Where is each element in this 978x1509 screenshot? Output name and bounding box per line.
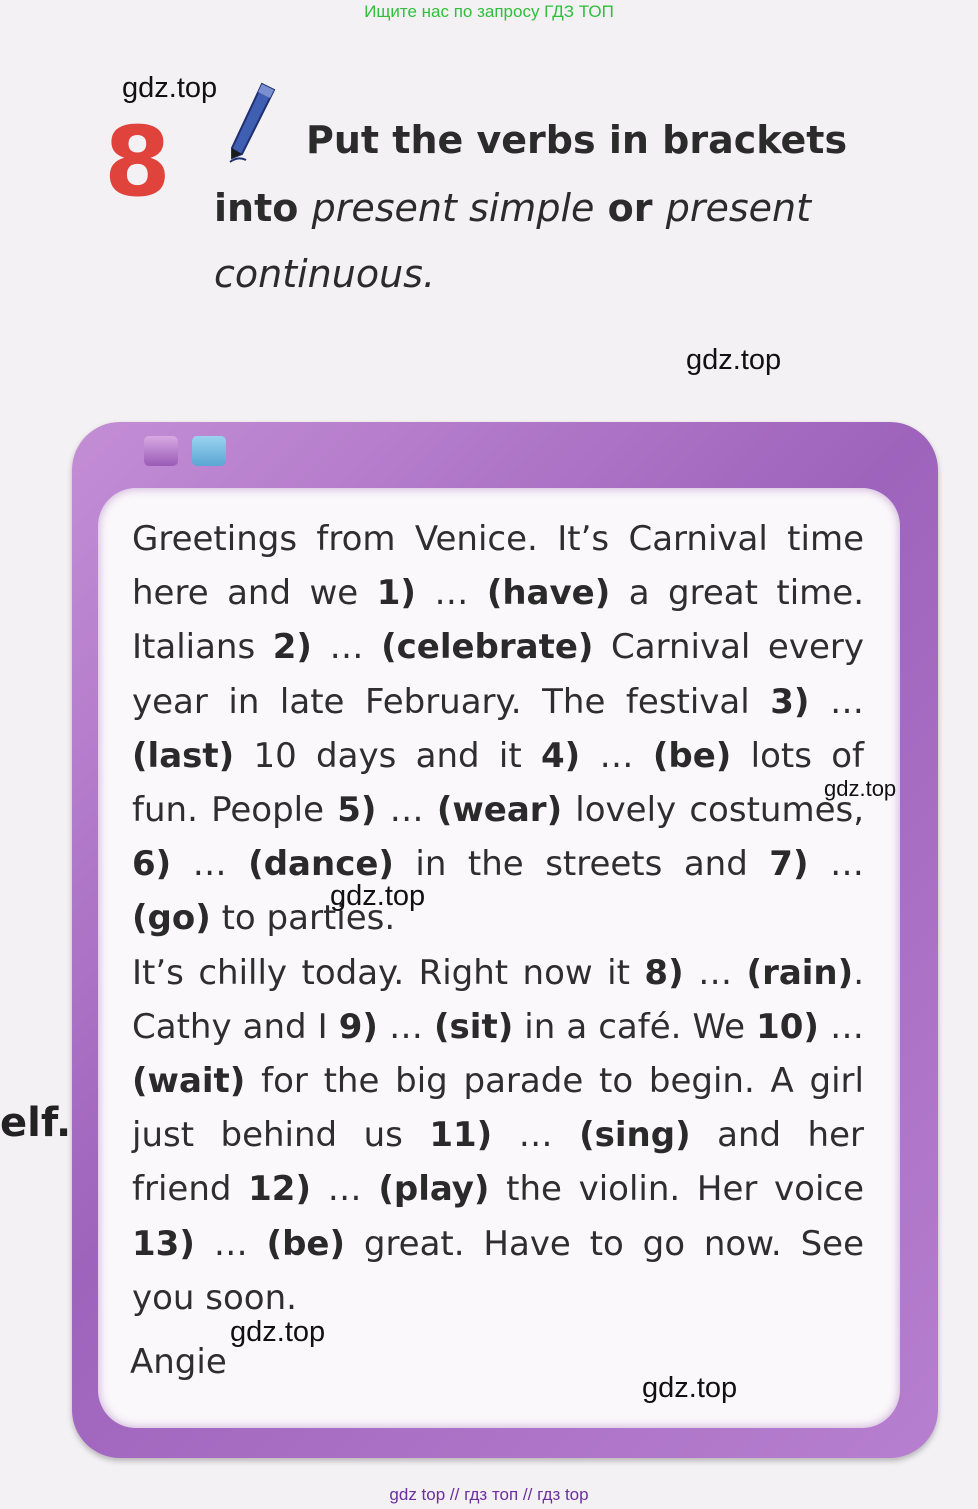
text-run: 10 days and it: [234, 735, 541, 776]
text-run: …: [194, 1223, 267, 1264]
watermark: gdz.top: [230, 1316, 326, 1348]
gap-marker: (sit): [434, 1006, 514, 1047]
gap-marker: (last): [132, 735, 235, 776]
gap-marker: (sing): [579, 1115, 691, 1156]
exercise-title-line-1: Put the verbs in brackets: [306, 118, 848, 162]
text-run: …: [683, 952, 747, 993]
watermark: gdz.top: [330, 880, 426, 912]
paragraph-2: [132, 946, 864, 1325]
watermark: gdz.top: [686, 344, 782, 376]
gap-marker: (go): [132, 898, 211, 939]
text-run: …: [415, 573, 487, 614]
text-run: It’s chilly today. Right now it: [132, 952, 645, 993]
gap-marker: (be): [652, 735, 732, 776]
text-run: the violin. Her voice: [489, 1169, 864, 1210]
text-run: …: [580, 735, 653, 776]
footer: gdz top // гдз топ // гдз top: [389, 1485, 589, 1504]
window-button-purple: [144, 436, 178, 466]
text-run: …: [376, 790, 437, 831]
gap-marker: 1): [376, 573, 416, 614]
top-banner: Ищите нас по запросу ГДЗ ТОП: [364, 2, 614, 21]
text-run: a great time. Italians: [132, 573, 864, 668]
text-run: and her friend: [132, 1115, 864, 1210]
gap-marker: (celebrate): [381, 627, 594, 668]
text-run: lots of fun. People: [132, 735, 864, 831]
watermark: gdz.top: [122, 72, 218, 104]
gap-marker: (rain): [746, 952, 854, 993]
gap-marker: (play): [378, 1169, 490, 1210]
gap-marker: 8): [644, 952, 684, 993]
window-button-blue: [192, 436, 226, 466]
text-run: for the big parade to begin. A girl just behind us: [132, 1061, 864, 1156]
text-run: …: [809, 681, 865, 722]
watermark: gdz.top: [642, 1372, 738, 1404]
pen-icon: [224, 80, 280, 170]
text-run: …: [808, 844, 864, 885]
watermark: gdz.top: [824, 776, 897, 801]
gap-marker: 9): [338, 1006, 378, 1047]
gap-marker: 6): [132, 844, 172, 885]
text-run: …: [377, 1006, 435, 1047]
exercise-title-line-3: continuous.: [214, 252, 436, 296]
gap-marker: (dance): [248, 844, 394, 885]
text-run: in the streets and: [393, 844, 770, 885]
exercise-number: 8: [104, 106, 171, 218]
gap-marker: 5): [337, 790, 377, 831]
text-run: …: [818, 1006, 864, 1047]
text-run: Carnival every year in late February. The festival: [132, 627, 864, 722]
text-run: . Cathy and I: [132, 952, 864, 1047]
postcard-text: [132, 512, 864, 1325]
gap-marker: 10): [756, 1006, 819, 1047]
gap-marker: 13): [132, 1223, 195, 1264]
gap-marker: 11): [429, 1115, 493, 1156]
gap-marker: (wear): [436, 790, 563, 831]
gap-marker: 2): [272, 627, 312, 668]
text-run: lovely costumes,: [562, 790, 865, 831]
gap-marker: (be): [266, 1223, 346, 1264]
gap-marker: 12): [248, 1169, 311, 1210]
text-run: …: [311, 627, 382, 668]
gap-marker: 7): [769, 844, 809, 885]
text-run: to parties.: [210, 898, 396, 939]
text-run: in a café. We: [513, 1006, 757, 1047]
exercise-title-line-2: into present simple or present: [214, 186, 811, 230]
signature: Angie: [130, 1342, 227, 1382]
text-run: great. Have to go now. See you soon.: [132, 1223, 864, 1318]
text-run: …: [171, 844, 249, 885]
text-run: Greetings from Venice. It’s Carnival time here and we: [132, 519, 864, 614]
text-run: …: [492, 1115, 580, 1156]
side-fragment: elf.: [0, 1100, 72, 1146]
gap-marker: (have): [486, 573, 611, 614]
paragraph-1: [132, 512, 864, 946]
text-run: …: [310, 1169, 379, 1210]
gap-marker: 4): [541, 735, 581, 776]
gap-marker: (wait): [132, 1061, 246, 1102]
gap-marker: 3): [770, 681, 810, 722]
